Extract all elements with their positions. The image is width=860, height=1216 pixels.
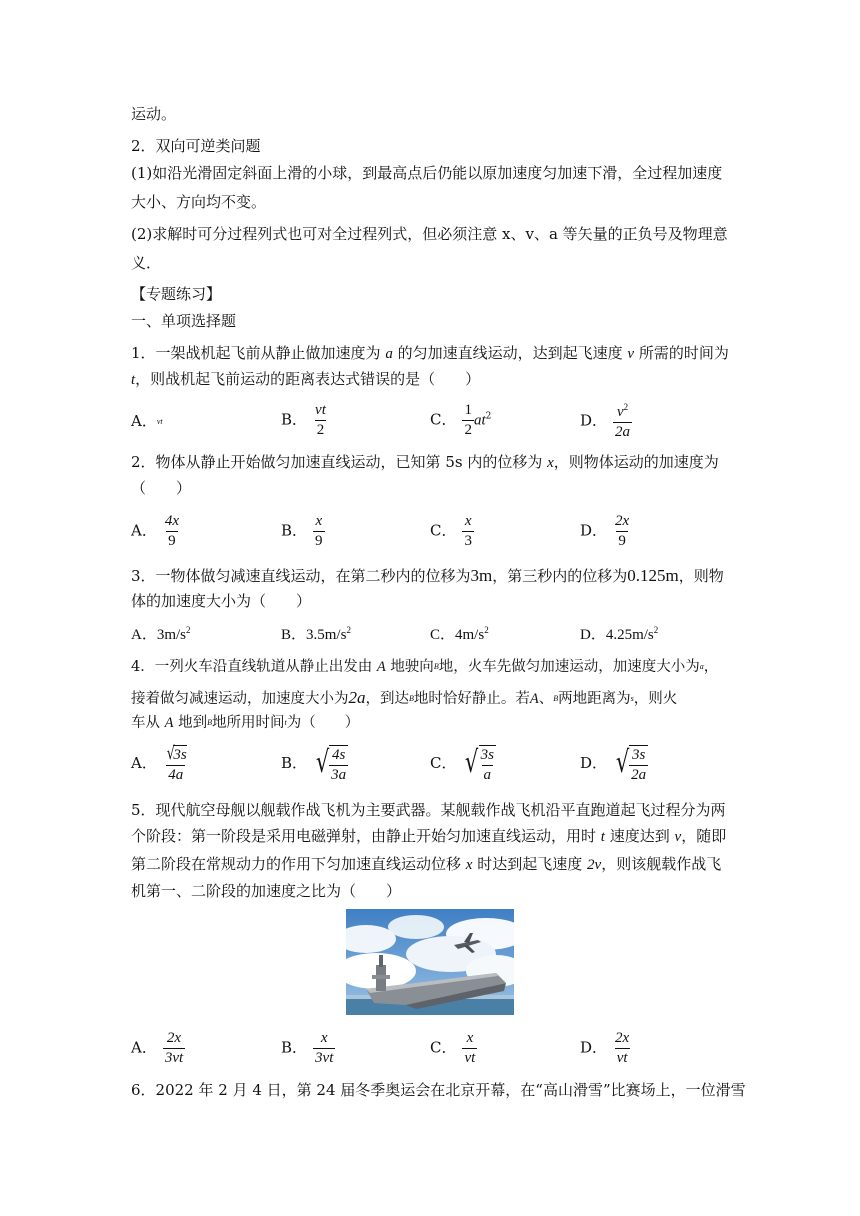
- question-4-line-1: 4．一列火车沿直线轨道从静止出发由 A 地驶向B地，火车先做匀加速运动，加速度大小为a，: [131, 659, 719, 675]
- aircraft-carrier-image: [346, 909, 514, 1015]
- question-2-line-2: （ ）: [131, 479, 192, 497]
- q1-option-d[interactable]: D． $\frac{v^2}{2a}$: [580, 402, 631, 440]
- question-5-line-1: 5．现代航空母舰以舰载作战飞机为主要武器。某舰载作战飞机沿平直跑道起飞过程分为两: [131, 801, 726, 819]
- question-5-line-3: 第二阶段在常规动力的作用下匀加速直线运动位移 x 时达到起飞速度 2v，则该舰载作战飞: [131, 855, 722, 873]
- question-1-line-2: t，则战机起飞前运动的距离表达式错误的是（ ）: [131, 370, 481, 388]
- section-title: 2．双向可逆类问题: [131, 137, 261, 155]
- question-2-line-1: 2．物体从静止开始做匀加速直线运动，已知第 5s 内的位移为 x，则物体运动的加速度为: [131, 453, 719, 471]
- q5-option-c[interactable]: C． $\frac{x}{vt}$: [430, 1030, 476, 1066]
- question-4-line-3: 车从 A 地到B地所用时间t为（ ）: [131, 715, 360, 731]
- q4-option-c[interactable]: C． √ $\frac{3s}{a}$: [430, 745, 494, 783]
- q3-option-a[interactable]: A．$3m/s^2$: [131, 625, 191, 643]
- question-5-line-2: 个阶段：第一阶段是采用电磁弹射，由静止开始匀加速直线运动，用时 t 速度达到 v，随即: [131, 827, 727, 845]
- question-5-line-4: 机第一、二阶段的加速度之比为（ ）: [131, 882, 402, 900]
- text-line: (1)如沿光滑固定斜面上滑的小球，到最高点后仍能以原加速度匀加速下滑，全过程加速度: [131, 164, 723, 182]
- question-4-line-2: 接着做匀减速运动，加速度大小为2a，到达B地时恰好静止。若A、B两地距离为s，则火: [131, 688, 678, 707]
- q2-option-b[interactable]: B． $\frac{x}{9}$: [281, 513, 323, 549]
- q1-option-b[interactable]: B． $\frac{vt}{2}$: [281, 402, 326, 438]
- section-header: 一、单项选择题: [131, 312, 237, 330]
- question-1-line-1: 1．一架战机起飞前从静止做加速度为 a 的匀加速直线运动，达到起飞速度 v 所需的时间为: [131, 344, 729, 362]
- text-line: 大小、方向均不变。: [131, 193, 267, 211]
- q1-option-c[interactable]: C． $\frac{1}{2}$ $at^2$: [430, 402, 492, 438]
- question-6-line-1: 6．2022 年 2 月 4 日，第 24 届冬季奥运会在北京开幕，在“高山滑雪”比赛场上，一位滑雪: [131, 1081, 746, 1099]
- q4-option-a[interactable]: A． √ 3s 4a: [131, 743, 187, 783]
- q4-option-b[interactable]: B． √ $\frac{4s}{3a}$: [281, 745, 347, 783]
- q2-option-c[interactable]: C． $\frac{x}{3}$: [430, 513, 472, 549]
- q2-option-a[interactable]: A． $\frac{4x}{9}$: [131, 513, 180, 549]
- q5-option-b[interactable]: B． $\frac{x}{3vt}$: [281, 1030, 334, 1066]
- text-line: 运动。: [131, 105, 177, 123]
- practice-header: 【专题练习】: [131, 285, 222, 303]
- q3-option-c[interactable]: C．$4m/s^2$: [430, 625, 489, 643]
- text-line: (2)求解时可分过程列式也可对全过程列式，但必须注意 x、v、a 等矢量的正负号及物理意: [131, 225, 728, 243]
- q4-option-d[interactable]: D． √ $\frac{3s}{2a}$: [580, 745, 647, 783]
- question-3-line-1: 3．一物体做匀减速直线运动，在第二秒内的位移为3m，第三秒内的位移为0.125m，则物: [131, 566, 724, 585]
- question-3-line-2: 体的加速度大小为（ ）: [131, 592, 312, 610]
- q2-option-d[interactable]: D． $\frac{2x}{9}$: [580, 513, 630, 549]
- q3-option-b[interactable]: B．$3.5m/s^2$: [281, 625, 351, 643]
- q3-option-d[interactable]: D．$4.25m/s^2$: [580, 625, 659, 643]
- q5-option-d[interactable]: D． $\frac{2x}{vt}$: [580, 1030, 630, 1066]
- text-line: 义．: [131, 254, 162, 272]
- q1-option-a[interactable]: A．vt: [131, 412, 163, 430]
- q5-option-a[interactable]: A． $\frac{2x}{3vt}$: [131, 1030, 184, 1066]
